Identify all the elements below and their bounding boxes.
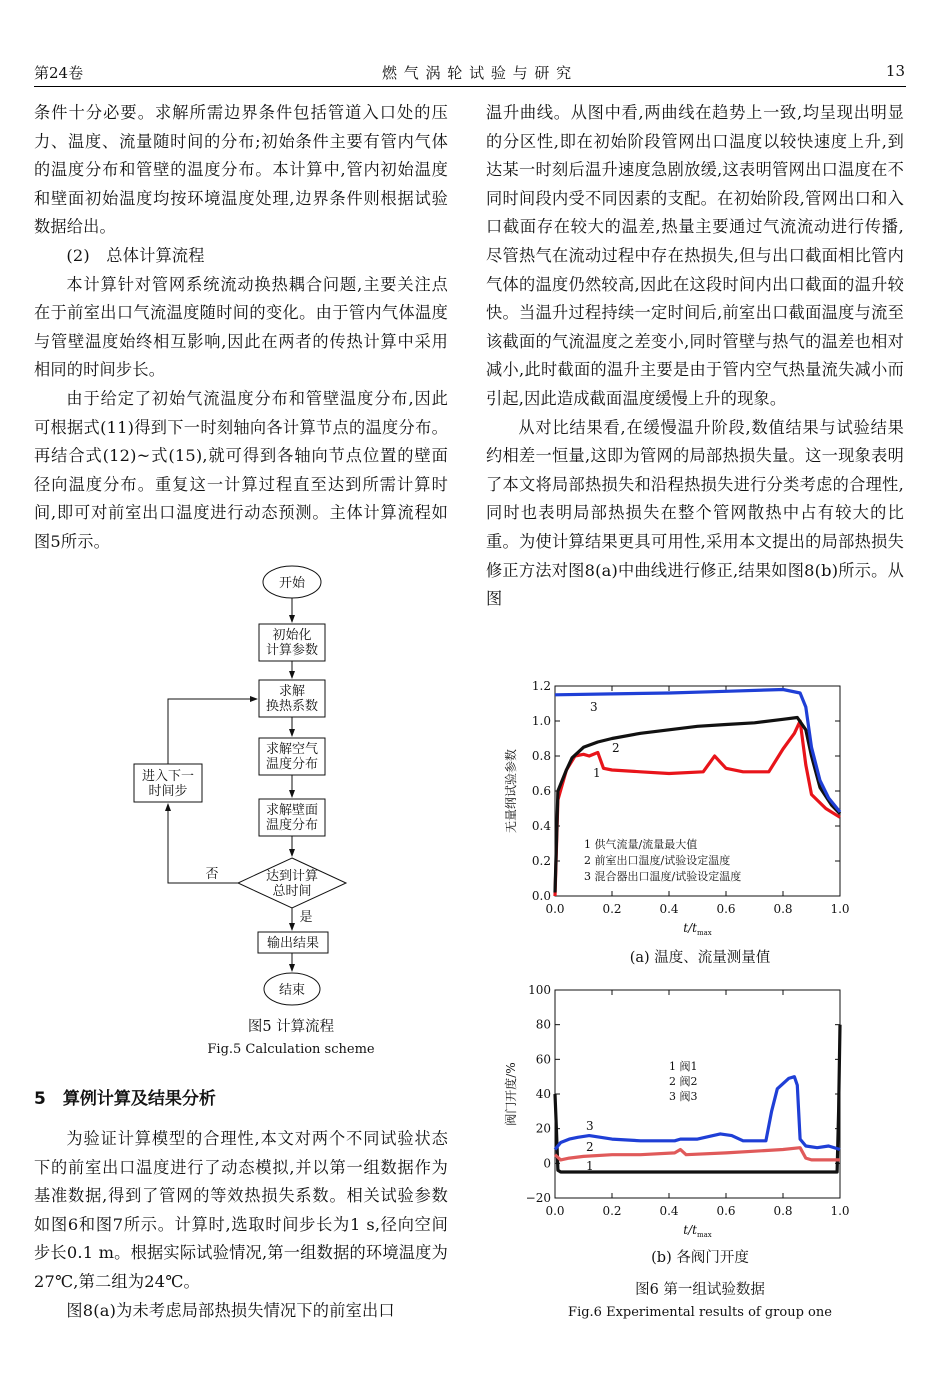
legend-entry: 1 供气流量/流量最大值 bbox=[584, 838, 698, 851]
y-tick-label: −20 bbox=[525, 1191, 551, 1205]
y-tick-label: 0.4 bbox=[531, 819, 551, 833]
x-tick-label: 1.0 bbox=[830, 902, 850, 916]
flow-decision-label-2: 总时间 bbox=[272, 884, 312, 899]
curve-label: 2 bbox=[586, 1140, 594, 1154]
series-line-阀3 bbox=[555, 1077, 840, 1150]
flow-decision-label-1: 达到计算 bbox=[265, 869, 319, 884]
flow-output-label: 输出结果 bbox=[266, 936, 320, 951]
x-tick-label: 0.2 bbox=[602, 1204, 622, 1218]
y-tick-label: 1.0 bbox=[531, 714, 551, 728]
series-line-阀1 bbox=[555, 1025, 840, 1172]
y-tick-label: 1.2 bbox=[531, 679, 551, 693]
volume-label: 第24卷 bbox=[34, 64, 84, 82]
y-tick-label: 100 bbox=[528, 983, 551, 997]
flow-heat-box bbox=[259, 680, 325, 717]
x-tick-label: 0.4 bbox=[659, 902, 679, 916]
flow-air-label-2: 温度分布 bbox=[265, 757, 319, 772]
series-line-阀2 bbox=[555, 1148, 840, 1160]
legend-entry: 2 阀2 bbox=[669, 1075, 698, 1088]
paragraph: 温升曲线。从图中看,两曲线在趋势上一致,均呈现出明显的分区性,即在初始阶段管网出口温度以较快速度上升,到达某一时刻后温升速度急剧放缓,这表明管网出口温度在不同时间段内受不同因素的支配。在初始阶段,管网出口和入口截面存在较大的温差,热量主要通过气流流动进行传播,尽管热气在流动过程中存在热损失,但与出口截面相比管内气体的温度仍然较高,因此在这段时间内出口截面的温升较快。当温升过程持续一定时间后,前室出口截面温度与流至该截面的气流温度之差变小,同时管壁与热气的温差也相对减小,此时截面的温升主要是由于管内空气热量流失减小而引起,因此造成截面温度缓慢上升的现象。 bbox=[486, 103, 904, 408]
legend-entry: 2 前室出口温度/试验设定温度 bbox=[584, 854, 731, 867]
y-tick-label: 0.0 bbox=[531, 889, 551, 903]
flow-next-label-2: 时间步 bbox=[148, 784, 188, 799]
legend-entry: 1 阀1 bbox=[669, 1060, 698, 1073]
x-tick-label: 0.4 bbox=[659, 1204, 679, 1218]
y-tick-label: 40 bbox=[535, 1087, 551, 1101]
fig6-caption-en: Fig.6 Experimental results of group one bbox=[568, 1305, 832, 1320]
flow-heat-label-1: 求解 bbox=[278, 684, 306, 699]
paragraph: 从对比结果看,在缓慢温升阶段,数值结果与试验结果约相差一恒量,这即为管网的局部热损失量。这一现象表明了本文将局部热损失和沿程热损失进行分类考虑的合理性,同时也表明局部热损失在整个管网散热中占有较大的比重。为使计算结果更具可用性,采用本文提出的局部热损失修正方法对图8(a)中曲线进行修正,结果如图8(b)所示。从图 bbox=[486, 417, 904, 609]
flow-init-label-1: 初始化 bbox=[272, 628, 312, 643]
x-tick-label: 0.8 bbox=[773, 1204, 793, 1218]
subheading: (2) 总体计算流程 bbox=[66, 245, 205, 265]
series-line-3 bbox=[555, 690, 840, 813]
flow-wall-label-1: 求解壁面 bbox=[265, 803, 319, 818]
plot-frame bbox=[555, 990, 840, 1198]
x-tick-label: 0.0 bbox=[545, 902, 565, 916]
x-tick-label: 1.0 bbox=[830, 1204, 850, 1218]
fig5-caption-en: Fig.5 Calculation scheme bbox=[207, 1042, 375, 1057]
chart-b-title: (b) 各阀门开度 bbox=[651, 1250, 749, 1266]
fig5-caption-cn: 图5 计算流程 bbox=[247, 1019, 335, 1035]
y-tick-label: 0 bbox=[543, 1156, 551, 1171]
flow-init-box bbox=[259, 624, 325, 661]
x-tick-label: 0.6 bbox=[716, 902, 736, 916]
flow-next-box bbox=[134, 764, 202, 802]
y-tick-label: 60 bbox=[535, 1052, 551, 1067]
y-tick-label: 0.2 bbox=[531, 854, 551, 868]
section-heading: 5 算例计算及结果分析 bbox=[34, 1089, 216, 1109]
curve-label: 3 bbox=[590, 700, 598, 714]
y-axis-label: 阀门开度/% bbox=[504, 1062, 518, 1126]
legend-entry: 3 阀3 bbox=[669, 1090, 698, 1103]
flow-start-node bbox=[263, 566, 321, 598]
paragraph: 由于给定了初始气流温度分布和管壁温度分布,因此可根据式(11)得到下一时刻轴向各计算节点的温度分布。再结合式(12)~式(15),就可得到各轴向节点位置的壁面径向温度分布。重复这一计算过程直至达到所需计算时间,即可对前室出口温度进行动态预测。主体计算流程如图5所示。 bbox=[34, 388, 448, 551]
curve-label: 3 bbox=[586, 1119, 594, 1133]
x-tick-label: 0.8 bbox=[773, 902, 793, 916]
curve-label: 1 bbox=[586, 1159, 594, 1173]
flow-start-label: 开始 bbox=[278, 576, 306, 591]
flow-air-box bbox=[259, 738, 325, 775]
x-tick-label: 0.6 bbox=[716, 1204, 736, 1218]
x-axis-label: $t/t_{max}$ bbox=[683, 921, 712, 937]
flow-heat-label-2: 换热系数 bbox=[265, 699, 319, 714]
x-tick-label: 0.2 bbox=[602, 902, 622, 916]
flow-init-label-2: 计算参数 bbox=[265, 643, 319, 658]
left-column-bottom bbox=[34, 1125, 448, 1325]
flow-wall-box bbox=[259, 799, 325, 836]
chart-a-title: (a) 温度、流量测量值 bbox=[629, 950, 771, 966]
right-column-text bbox=[486, 99, 904, 614]
y-tick-label: 80 bbox=[535, 1017, 551, 1032]
x-axis-label: $t/t_{max}$ bbox=[683, 1223, 712, 1239]
flow-output-box bbox=[258, 932, 328, 953]
y-tick-label: 0.6 bbox=[531, 784, 551, 798]
flow-decision-node bbox=[238, 858, 346, 908]
flow-wall-label-2: 温度分布 bbox=[265, 818, 319, 833]
y-axis-label: 无量纲试验参数 bbox=[504, 748, 518, 834]
plot-frame bbox=[555, 686, 840, 896]
left-column-top bbox=[34, 99, 448, 557]
curve-label: 1 bbox=[593, 766, 601, 780]
legend-entry: 3 混合器出口温度/试验设定温度 bbox=[584, 870, 742, 883]
flow-end-node bbox=[264, 973, 320, 1005]
series-line-1 bbox=[555, 721, 840, 896]
journal-title: 燃 气 涡 轮 试 验 与 研 究 bbox=[382, 64, 573, 82]
page-number: 13 bbox=[885, 62, 905, 80]
paragraph: 为验证计算模型的合理性,本文对两个不同试验状态下的前室出口温度进行了动态模拟,并以第一组数据作为基准数据,得到了管网的等效热损失系数。相关试验参数如图6和图7所示。计算时,选取时间步长为1 s,径向空间步长0.1 m。根据实际试验情况,第一组数据的环境温度为27℃,第二组为24℃。 bbox=[34, 1129, 448, 1291]
flow-yes-label: 是 bbox=[299, 910, 313, 925]
series-line-2 bbox=[555, 718, 840, 893]
flow-end-label: 结束 bbox=[278, 983, 306, 998]
flow-next-label-1: 进入下一 bbox=[141, 769, 195, 784]
fig6-caption-cn: 图6 第一组试验数据 bbox=[635, 1282, 765, 1298]
x-tick-label: 0.0 bbox=[545, 1204, 565, 1218]
header-rule bbox=[34, 86, 906, 87]
flow-air-label-1: 求解空气 bbox=[265, 742, 319, 757]
paragraph: 本计算针对管网系统流动换热耦合问题,主要关注点在于前室出口气流温度随时间的变化。由于管内气体温度与管壁温度始终相互影响,因此在两者的传热计算中采用相同的时间步长。 bbox=[34, 274, 448, 380]
paragraph: 条件十分必要。求解所需边界条件包括管道入口处的压力、温度、流量随时间的分布;初始条件主要有管内气体的温度分布和管壁的温度分布。本计算中,管内初始温度和壁面初始温度均按环境温度处理,边界条件则根据试验数据给出。 bbox=[34, 103, 448, 237]
paragraph: 图8(a)为未考虑局部热损失情况下的前室出口 bbox=[66, 1300, 395, 1320]
curve-label: 2 bbox=[612, 741, 620, 755]
y-tick-label: 20 bbox=[535, 1121, 551, 1136]
flow-no-label: 否 bbox=[205, 867, 219, 882]
y-tick-label: 0.8 bbox=[531, 749, 551, 763]
